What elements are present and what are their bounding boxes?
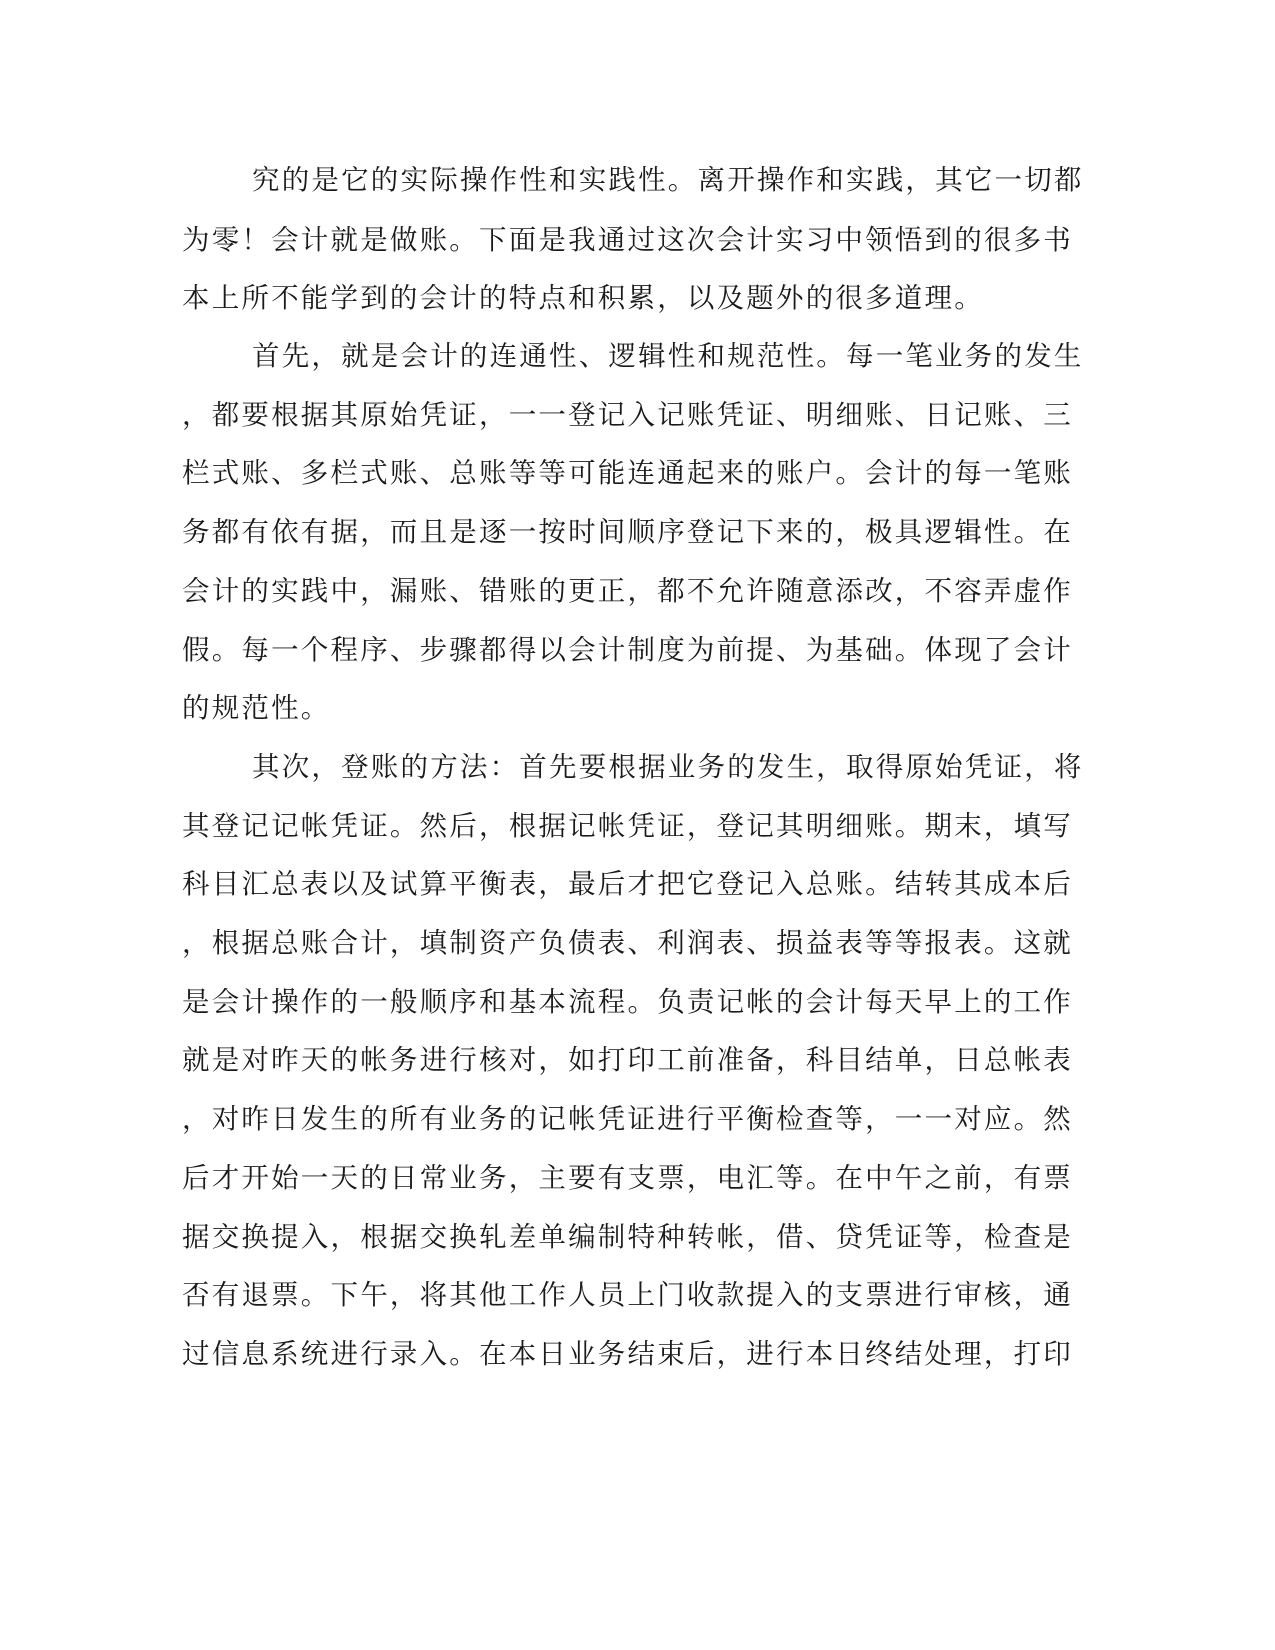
text-line: ，都要根据其原始凭证，一一登记入记账凭证、明细账、日记账、三 [182, 399, 1073, 431]
text-line: 其次，登账的方法：首先要根据业务的发生，取得原始凭证，将 [252, 751, 1084, 783]
text-line: 为零！会计就是做账。下面是我通过这次会计实习中领悟到的很多书 [182, 224, 1073, 256]
text-line: 科目汇总表以及试算平衡表，最后才把它登记入总账。结转其成本后 [182, 868, 1073, 900]
text-line: 务都有依有据，而且是逐一按时间顺序登记下来的，极具逻辑性。在 [182, 516, 1073, 548]
text-line: 其登记记帐凭证。然后，根据记帐凭证，登记其明细账。期末，填写 [182, 810, 1073, 842]
text-line: 据交换提入，根据交换轧差单编制特种转帐，借、贷凭证等，检查是 [182, 1221, 1073, 1253]
text-line: 假。每一个程序、步骤都得以会计制度为前提、为基础。体现了会计 [182, 634, 1073, 666]
text-line: ，根据总账合计，填制资产负债表、利润表、损益表等等报表。这就 [182, 927, 1073, 959]
text-line: 首先，就是会计的连通性、逻辑性和规范性。每一笔业务的发生 [252, 340, 1084, 372]
text-line: 究的是它的实际操作性和实践性。离开操作和实践，其它一切都 [252, 164, 1084, 196]
text-line: 后才开始一天的日常业务，主要有支票，电汇等。在中午之前，有票 [182, 1162, 1073, 1194]
text-line: 会计的实践中，漏账、错账的更正，都不允许随意添改，不容弄虚作 [182, 575, 1073, 607]
text-line: ，对昨日发生的所有业务的记帐凭证进行平衡检查等，一一对应。然 [182, 1103, 1073, 1135]
text-line: 是会计操作的一般顺序和基本流程。负责记帐的会计每天早上的工作 [182, 986, 1073, 1018]
text-line: 栏式账、多栏式账、总账等等可能连通起来的账户。会计的每一笔账 [182, 457, 1073, 489]
text-line: 本上所不能学到的会计的特点和积累，以及题外的很多道理。 [182, 282, 984, 314]
text-line: 的规范性。 [182, 692, 331, 724]
text-line: 就是对昨天的帐务进行核对，如打印工前准备，科目结单，日总帐表 [182, 1044, 1073, 1076]
text-line: 过信息系统进行录入。在本日业务结束后，进行本日终结处理，打印 [182, 1338, 1073, 1370]
text-line: 否有退票。下午，将其他工作人员上门收款提入的支票进行审核，通 [182, 1279, 1073, 1311]
